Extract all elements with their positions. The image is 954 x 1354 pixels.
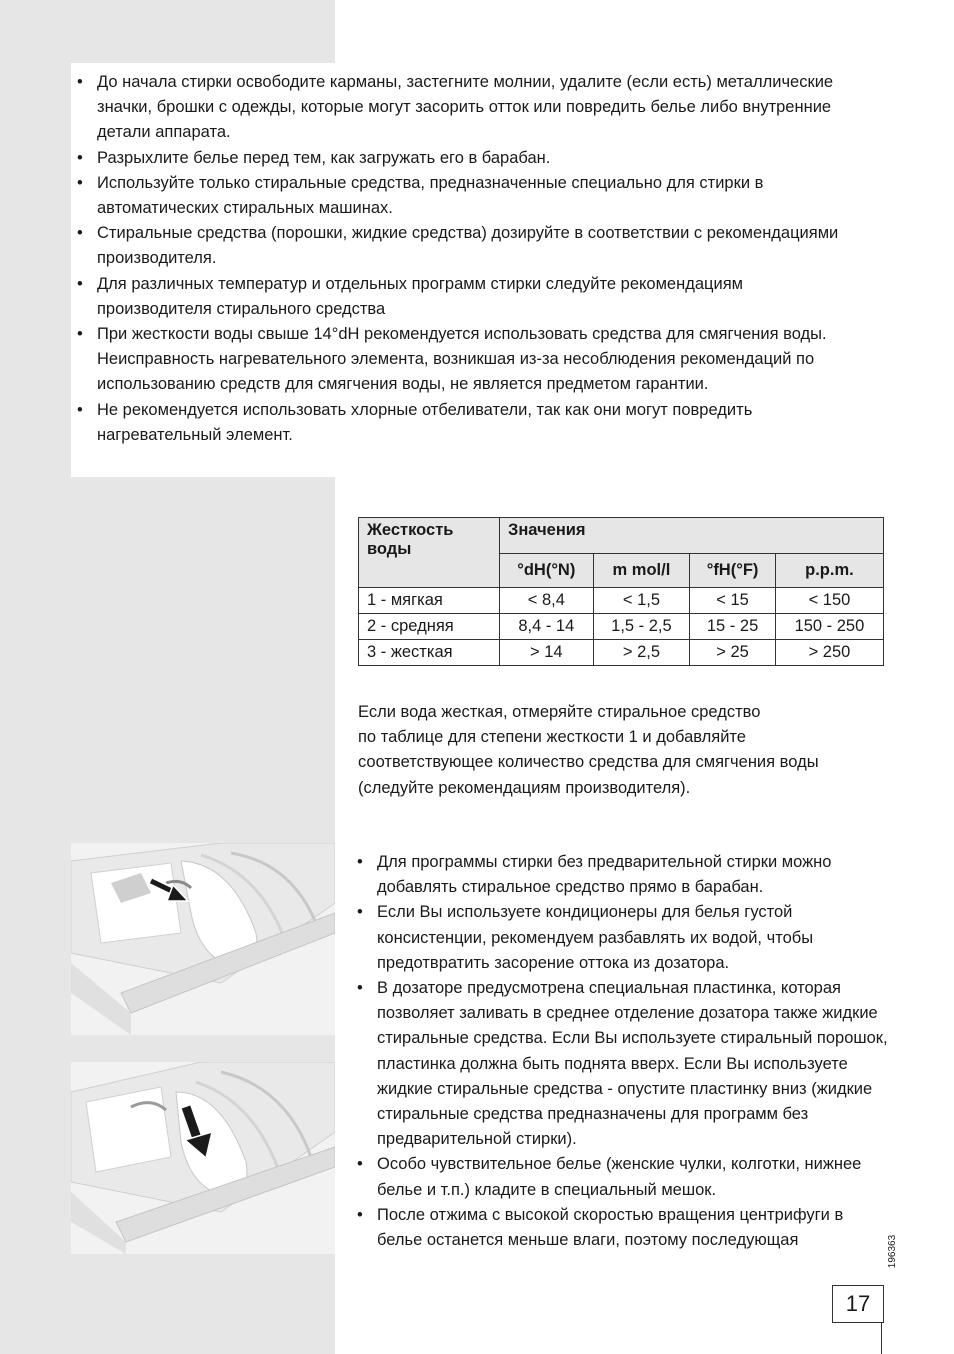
cell: > 14 [500,640,594,666]
dispenser-drawer-illustration [71,1062,335,1254]
unit-fh: °fH(°F) [690,554,776,588]
unit-ppm: p.p.m. [775,554,883,588]
list-item: • До начала стирки освободите карманы, застегните молнии, удалите (если есть) металлические значки, брошки с одежды, которые могут засорить отток или повредить белье либо внутренние детали аппарата. [71,70,861,146]
top-bullet-list [71,70,861,448]
cell: 150 - 250 [775,614,883,640]
list-item: • Для различных температур и отдельных программ стирки следуйте рекомендациям производителя стирального средства [71,272,861,322]
cell: > 2,5 [593,640,690,666]
paragraph-line: по таблице для степени жесткости 1 и добавляйте [358,728,746,747]
row-label: 3 - жесткая [359,640,500,666]
document-code [888,1232,908,1274]
cell: < 150 [775,588,883,614]
table-row [359,614,884,640]
table-row [359,588,884,614]
gap-strip [71,1034,335,1062]
list-item: • Для программы стирки без предварительной стирки можно добавлять стиральное средство прямо в барабан. [351,850,891,900]
unit-dh: °dH(°N) [500,554,594,588]
list-item: • В дозаторе предусмотрена специальная пластинка, которая позволяет заливать в среднее отделение дозатора также жидкие стиральные средства. Если Вы используете стиральный порошок, пластинка должна быть поднята вверх. Если Вы используете жидкие стиральные средства - опустите пластинку вниз (жидкие стиральные средства предназначены для программ без предварительной стирки). [351,976,891,1152]
header-values: Значения [500,518,884,554]
cell: < 15 [690,588,776,614]
list-item: • Используйте только стиральные средства, предназначенные специально для стирки в автоматических стиральных машинах. [71,171,861,221]
header-hardness: Жесткость воды [359,518,500,588]
row-label: 2 - средняя [359,614,500,640]
row-label: 1 - мягкая [359,588,500,614]
cell: < 1,5 [593,588,690,614]
cell: > 250 [775,640,883,666]
cell: 8,4 - 14 [500,614,594,640]
list-item: • Не рекомендуется использовать хлорные отбеливатели, так как они могут повредить нагревательный элемент. [71,398,861,448]
page-number: 17 [832,1285,884,1323]
dispenser-photo-flap-up [71,843,335,1035]
list-item: • При жесткости воды свыше 14°dH рекомендуется использовать средства для смягчения воды. Неисправность нагревательного элемента, возникшая из-за несоблюдения рекомендаций по использованию средств для смягчения воды, не является предметом гарантии. [71,322,861,398]
unit-mmol: m mol/l [593,554,690,588]
cell: > 25 [690,640,776,666]
dispenser-drawer-illustration [71,843,335,1035]
page-divider-line [881,1322,882,1354]
bottom-bullet-list [351,850,891,1253]
paragraph-line: (следуйте рекомендациям производителя). [358,778,691,797]
cell: 1,5 - 2,5 [593,614,690,640]
document-code-text: 196363 [887,1234,899,1269]
cell: < 8,4 [500,588,594,614]
list-item: • Разрыхлите белье перед тем, как загружать его в барабан. [71,146,861,171]
list-item: • Стиральные средства (порошки, жидкие средства) дозируйте в соответствии с рекомендациями производителя. [71,221,861,271]
list-item: • Если Вы используете кондиционеры для белья густой консистенции, рекомендуем разбавлять их водой, чтобы предотвратить засорение оттока из дозатора. [351,900,891,976]
cell: 15 - 25 [690,614,776,640]
dispenser-photo-flap-down [71,1062,335,1254]
list-item: • Особо чувствительное белье (женские чулки, колготки, нижнее белье и т.п.) кладите в специальный мешок. [351,1152,891,1202]
paragraph-line: Если вода жесткая, отмеряйте стиральное средство [358,703,761,721]
table-row [359,640,884,666]
list-item: • После отжима с высокой скоростью вращения центрифуги в белье останется меньше влаги, поэтому последующая [351,1203,891,1253]
hard-water-paragraph [358,700,888,801]
paragraph-line: соответствующее количество средства для смягчения воды [358,753,819,772]
water-hardness-table [358,517,884,666]
